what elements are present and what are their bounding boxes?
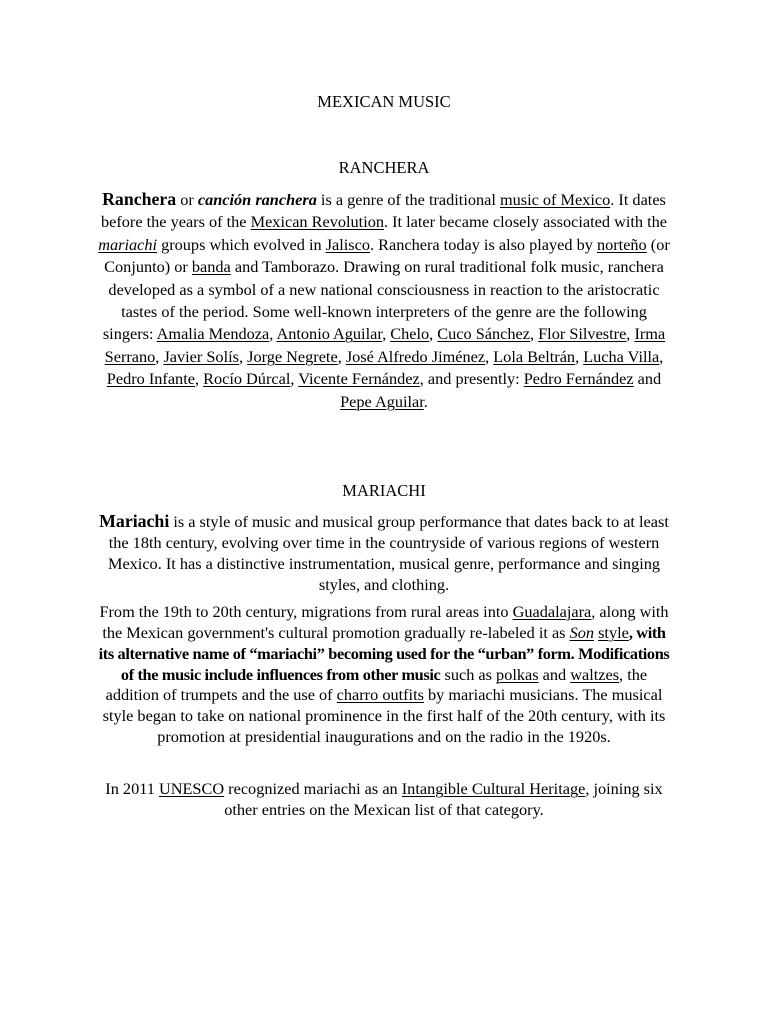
- bold-text: , with its alternative name of “mariachi” becoming used for the “urban” form. Modifications of the music include influences from other music: [98, 622, 670, 684]
- text: and Tamborazo. Drawing on rural traditional folk music, ranchera developed as a symbol of a new national consciousness in reaction to the aristocratic tastes of the period. Some well-known interpreters of the genre are the following singers:: [102, 257, 664, 344]
- link-mariachi[interactable]: mariachi: [98, 234, 158, 254]
- separator: ,: [485, 346, 494, 366]
- text: .: [423, 391, 428, 411]
- link-singer[interactable]: Lucha Villa: [583, 346, 660, 366]
- text: , along with the Mexican government's cultural promotion gradually re-labeled it as: [102, 602, 669, 642]
- link-singer[interactable]: Flor Silvestre: [538, 324, 627, 344]
- text: groups which evolved in: [157, 234, 326, 254]
- mariachi-paragraph-2: [98, 602, 670, 748]
- text: . It dates before the years of the: [100, 190, 666, 232]
- text: (or Conjunto) or: [104, 234, 670, 277]
- text: and: [538, 664, 571, 684]
- link-singer[interactable]: Irma Serrano: [104, 324, 666, 366]
- link-singer[interactable]: Pedro Infante: [106, 369, 195, 389]
- link-singer[interactable]: Antonio Aguilar: [276, 324, 383, 344]
- link-mexican-revolution[interactable]: Mexican Revolution: [250, 212, 384, 232]
- link-singer[interactable]: Javier Solís: [163, 346, 239, 366]
- separator: ,: [626, 324, 635, 344]
- link-charro-outfits[interactable]: charro outfits: [336, 685, 424, 705]
- text: is a genre of the traditional: [316, 190, 500, 209]
- separator: ,: [382, 324, 391, 344]
- separator: ,: [337, 346, 346, 366]
- ranchera-paragraph: [98, 188, 670, 413]
- text: From the 19th to 20th century, migrations from rural areas into: [99, 602, 513, 621]
- mariachi-paragraph-3: [98, 778, 670, 820]
- link-banda[interactable]: banda: [191, 257, 231, 277]
- link-singer[interactable]: Rocío Dúrcal: [203, 369, 291, 389]
- document-title: MEXICAN MUSIC: [317, 92, 451, 111]
- text: or: [176, 190, 198, 209]
- link-singer[interactable]: Jorge Negrete: [247, 346, 338, 366]
- link-singer[interactable]: Cuco Sánchez: [437, 324, 530, 344]
- link-style[interactable]: style: [598, 622, 629, 642]
- separator: ,: [194, 369, 204, 389]
- text: by mariachi musicians. The musical style began to take on national prominence in the first half of the 20th century, with its promotion at presidential inaugurations and on the radio in the 1920s.: [102, 685, 666, 747]
- link-waltzes[interactable]: waltzes: [570, 664, 620, 684]
- text: , the addition of trumpets and the use of: [105, 664, 648, 705]
- link-guadalajara[interactable]: Guadalajara: [512, 602, 592, 621]
- section-heading-mariachi: MARIACHI: [342, 481, 426, 500]
- link-norteno[interactable]: norteño: [596, 234, 647, 254]
- text: In 2011: [105, 779, 159, 798]
- lead-term-alt: canción ranchera: [197, 190, 317, 209]
- link-singer[interactable]: Vicente Fernández: [298, 369, 420, 389]
- separator: ,: [238, 346, 248, 366]
- link-music-of-mexico[interactable]: music of Mexico: [499, 190, 611, 209]
- link-jalisco[interactable]: Jalisco: [325, 234, 370, 254]
- separator: ,: [575, 346, 584, 366]
- link-pedro-fernandez[interactable]: Pedro Fernández: [523, 369, 634, 389]
- link-singer[interactable]: Amalia Mendoza: [156, 324, 270, 344]
- link-intangible-cultural-heritage[interactable]: Intangible Cultural Heritage: [401, 779, 586, 798]
- separator: ,: [269, 324, 277, 344]
- link-polkas[interactable]: polkas: [496, 664, 539, 684]
- separator: ,: [290, 369, 299, 389]
- text: recognized mariachi as an: [224, 779, 402, 798]
- text: , and presently:: [419, 369, 524, 389]
- text: . It later became closely associated with the: [384, 212, 667, 232]
- link-unesco[interactable]: UNESCO: [158, 779, 225, 798]
- text: . Ranchera today is also played by: [370, 234, 597, 254]
- separator: ,: [529, 324, 539, 344]
- lead-term: Mariachi: [99, 511, 170, 531]
- mariachi-paragraph-1: [98, 511, 670, 595]
- separator: ,: [155, 346, 164, 366]
- text: , joining six other entries on the Mexican list of that category.: [224, 779, 663, 819]
- link-singer[interactable]: Chelo: [390, 324, 430, 344]
- text: and: [633, 369, 662, 389]
- text: is a style of music and musical group performance that dates back to at least the 18th century, evolving over time in the countryside of various regions of western Mexico. It has a distinctive instrumentation, musical genre, performance and singing styles, and clothing.: [107, 512, 669, 594]
- lead-term: Ranchera: [102, 189, 177, 209]
- link-pepe-aguilar[interactable]: Pepe Aguilar: [340, 391, 424, 411]
- link-son[interactable]: Son: [569, 622, 595, 642]
- separator: ,: [659, 346, 664, 366]
- section-heading-ranchera: RANCHERA: [338, 158, 430, 177]
- separator: ,: [429, 324, 438, 344]
- link-singer[interactable]: Lola Beltrán: [493, 346, 576, 366]
- text: such as: [440, 664, 497, 684]
- link-singer[interactable]: José Alfredo Jiménez: [345, 346, 486, 366]
